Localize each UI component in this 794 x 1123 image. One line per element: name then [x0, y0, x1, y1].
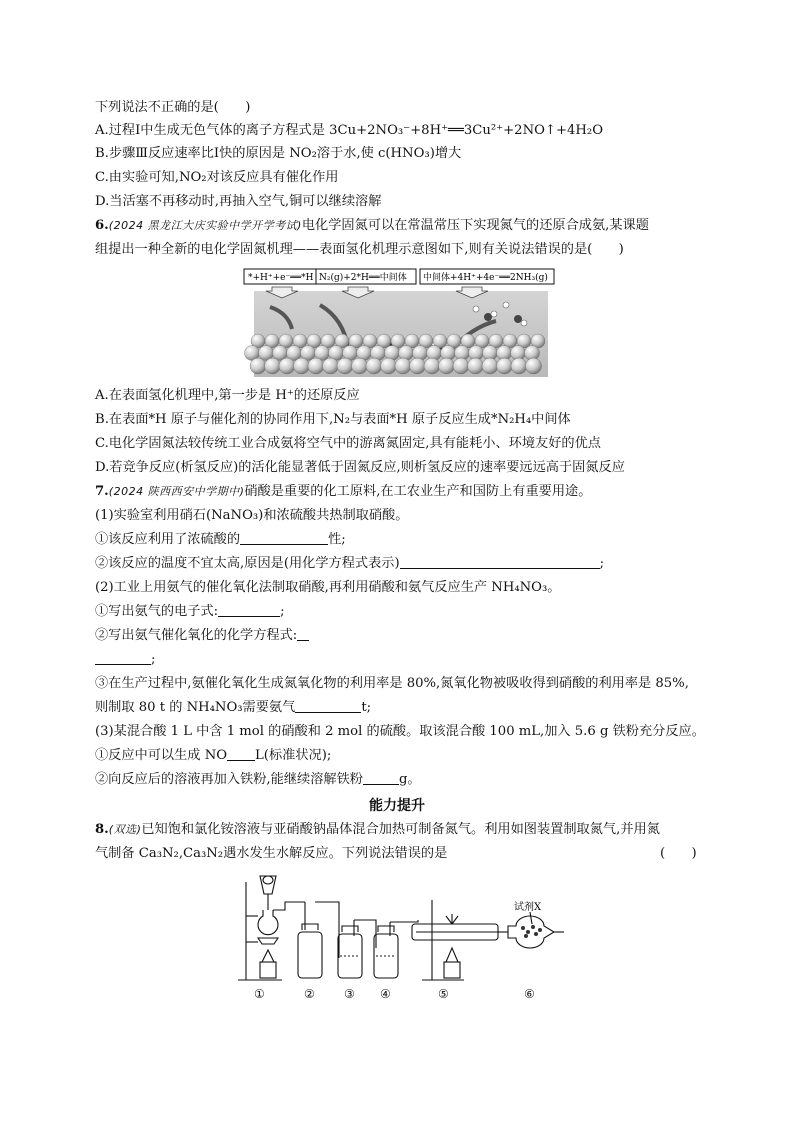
catalyst-sphere: [337, 358, 353, 374]
q7-part2-1: [95, 602, 285, 622]
answer-blank[interactable]: [227, 746, 255, 761]
q7-stem-text: 硝酸是重要的化工原料,在工农业生产和国防上有重要用途。: [244, 484, 592, 499]
q7-part1-1: [95, 530, 346, 550]
catalyst-sphere: [424, 358, 440, 374]
q7-part1-1-end: 性;: [328, 532, 346, 547]
answer-blank[interactable]: [218, 602, 280, 617]
q7-part3-1: [95, 746, 331, 766]
reagent-x-label: 试剂X: [514, 902, 542, 913]
apparatus-label-5: ⑤: [438, 987, 449, 1001]
q6-text1: 电化学固氮可以在常温常压下实现氮气的还原合成氨,某课题: [301, 218, 649, 233]
catalyst-sphere: [308, 358, 324, 374]
catalyst-sphere: [366, 358, 382, 374]
catalyst-sphere: [511, 358, 527, 374]
q5-option-c: C.由实验可知,NO₂对该反应具有催化作用: [95, 170, 339, 185]
q8-line1: [95, 820, 660, 840]
q7-source: (2024 陕西西安中学期中): [108, 485, 245, 498]
q8-source: (双选): [108, 823, 142, 836]
q6-source: (2024 黑龙江大庆实验中学开学考试): [108, 219, 302, 232]
q7-part2-3b-end: t;: [361, 700, 372, 715]
q7-part2-2: [95, 626, 309, 646]
q8-number: 8.: [95, 822, 109, 837]
answer-blank[interactable]: [363, 770, 399, 785]
catalyst-sphere: [468, 358, 484, 374]
q6-option-a: A.在表面氢化机理中,第一步是 H⁺的还原反应: [95, 388, 360, 403]
q7-number: 7.: [95, 484, 109, 499]
figure-label-3: 中间体+4H⁺+4e⁻══2NH₃(g): [423, 273, 548, 283]
q7-part1: (1)实验室利用硝石(NaNO₃)和浓硫酸共热制取硝酸。: [95, 508, 409, 523]
q5-option-a: A.过程Ⅰ中生成无色气体的离子方程式是 3Cu+2NO₃⁻+8H⁺══3Cu²⁺+2NO↑+4H₂O: [95, 123, 604, 138]
q5-stem: 下列说法不正确的是( ): [95, 100, 251, 115]
q7-part1-2-end: ;: [599, 556, 605, 571]
apparatus-2: [298, 902, 339, 978]
q7-part2-1-text: ①写出氨气的电子式:: [95, 604, 219, 619]
drying-granules: [521, 925, 542, 938]
catalyst-sphere: [453, 358, 469, 374]
catalyst-sphere: [265, 358, 281, 374]
q7-part3-2-end: g。: [398, 772, 421, 787]
q8-text1: 已知饱和氯化铵溶液与亚硝酸钠晶体混合加热可制备氮气。利用如图装置制取氮气,并用氮: [141, 822, 660, 837]
q7-stem: [95, 482, 591, 502]
figure-label-2: N₂(g)+2*H══中间体: [319, 273, 407, 283]
catalyst-sphere: [294, 358, 310, 374]
q8-apparatus-figure: [236, 870, 566, 1006]
section-title: 能力提升: [369, 798, 425, 814]
catalyst-sphere: [381, 358, 397, 374]
answer-blank[interactable]: [400, 554, 600, 569]
q5-option-d: D.当活塞不再移动时,再抽入空气,铜可以继续溶解: [95, 194, 382, 209]
apparatus-label-6: ⑥: [524, 987, 535, 1001]
q8-answer-paren: ( ): [660, 846, 697, 861]
apparatus-label-4: ④: [380, 987, 391, 1001]
q7-part3-1-end: L(标准状况);: [255, 748, 332, 763]
catalyst-sphere: [410, 358, 426, 374]
answer-blank[interactable]: [240, 530, 328, 545]
apparatus-4: [374, 920, 418, 978]
q7-part3: (3)某混合酸 1 L 中含 1 mol 的硝酸和 2 mol 的硫酸。取该混合酸 100 mL,加入 5.6 g 铁粉充分反应。: [95, 724, 705, 739]
catalyst-sphere: [352, 358, 368, 374]
q7-part3-2: [95, 770, 421, 790]
answer-blank[interactable]: [95, 650, 151, 665]
catalyst-sphere: [482, 358, 498, 374]
q7-part1-2: [95, 554, 604, 574]
q6-line2: 组提出一种全新的电化学固氮机理——表面氢化机理示意图如下,则有关说法错误的是( ): [95, 242, 624, 257]
apparatus-3: [338, 920, 376, 978]
apparatus-label-3: ③: [344, 987, 355, 1001]
catalyst-sphere: [439, 358, 455, 374]
q7-part1-2-text: ②该反应的温度不宜太高,原因是(用化学方程式表示): [95, 556, 400, 571]
q7-part2-2-cont: [95, 650, 155, 670]
q7-part2-3b: [95, 698, 371, 718]
catalyst-surface: [245, 334, 546, 374]
catalyst-sphere: [395, 358, 411, 374]
q7-part2-2-end: ;: [151, 652, 156, 667]
answer-blank[interactable]: [297, 626, 309, 641]
q7-part2: (2)工业上用氨气的催化氧化法制取硝酸,再利用硝酸和氨气反应生产 NH₄NO₃。: [95, 580, 561, 595]
catalyst-sphere: [497, 358, 513, 374]
apparatus-6: [498, 912, 564, 948]
q7-part2-1-end: ;: [280, 604, 285, 619]
q7-part2-3a: ③在生产过程中,氨催化氧化生成氮氧化物的利用率是 80%,氮氧化物被吸收得到硝酸的利用率是 85%,: [95, 676, 689, 691]
q6-option-c: C.电化学固氮法较传统工业合成氨将空气中的游离氮固定,具有能耗小、环境友好的优点: [95, 436, 601, 451]
q6-option-b: B.在表面*H 原子与催化剂的协同作用下,N₂与表面*H 原子反应生成*N₂H₄中间体: [95, 412, 571, 427]
q5-option-b: B.步骤Ⅲ反应速率比Ⅰ快的原因是 NO₂溶于水,使 c(HNO₃)增大: [95, 146, 462, 161]
catalyst-sphere: [250, 358, 266, 374]
apparatus-label-1: ①: [254, 987, 265, 1001]
q7-part2-3b-text: 则制取 80 t 的 NH₄NO₃需要氨气: [95, 700, 296, 715]
apparatus-5: [412, 900, 498, 980]
q7-part3-2-text: ②向反应后的溶液再加入铁粉,能继续溶解铁粉: [95, 772, 363, 787]
q7-part1-1-text: ①该反应利用了浓硫酸的: [95, 532, 241, 547]
answer-blank[interactable]: [295, 698, 361, 713]
catalyst-sphere: [526, 358, 542, 374]
q8-line2: 气制备 Ca₃N₂,Ca₃N₂遇水发生水解反应。下列说法错误的是: [95, 846, 448, 861]
q6-line1: [95, 216, 649, 236]
q7-part2-2-text: ②写出氨气催化氧化的化学方程式:: [95, 628, 298, 643]
q6-number: 6.: [95, 218, 109, 233]
apparatus-1: [238, 876, 305, 980]
apparatus-label-2: ②: [304, 987, 315, 1001]
q7-part3-1-text: ①反应中可以生成 NO: [95, 748, 228, 763]
q6-option-d: D.若竞争反应(析氢反应)的活化能显著低于固氮反应,则析氢反应的速率要远远高于固氮反应: [95, 460, 625, 475]
catalyst-sphere: [323, 358, 339, 374]
figure-label-1: *+H⁺+e⁻══*H: [248, 273, 314, 283]
catalyst-sphere: [279, 358, 295, 374]
q6-mechanism-figure: [240, 267, 558, 379]
